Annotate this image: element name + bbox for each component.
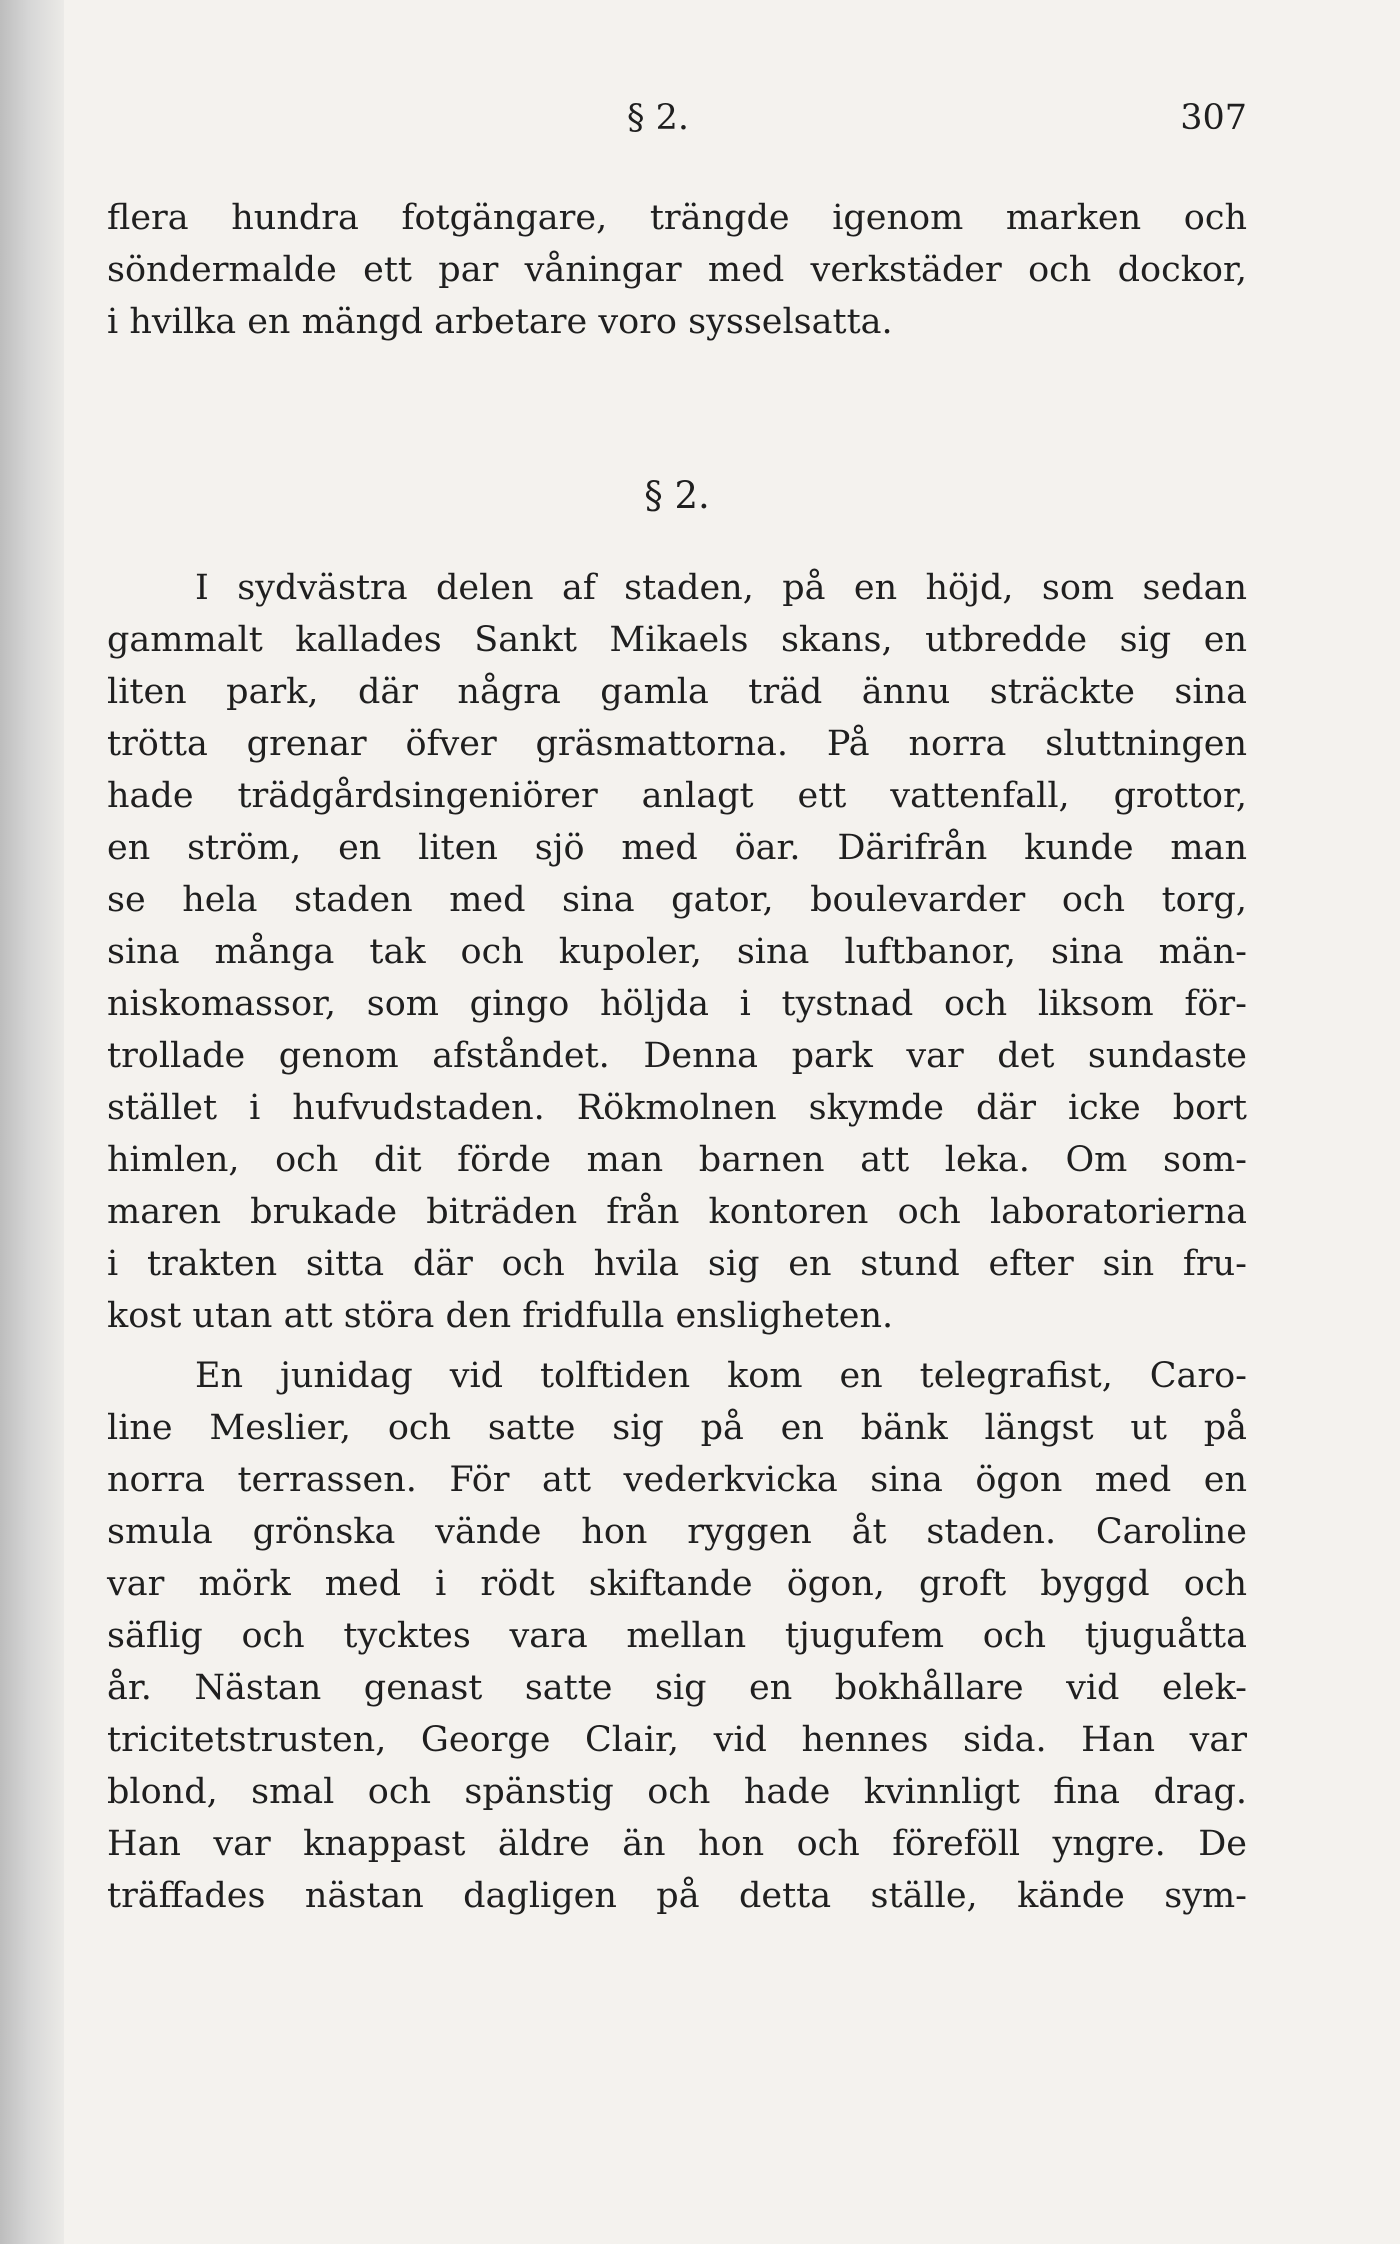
page-binding-shadow <box>0 0 64 2244</box>
text-line: trollade genom afståndet. Denna park var det sundaste <box>107 1036 1247 1076</box>
text-line: i hvilka en mängd arbetare voro sysselsatta. <box>107 302 893 342</box>
text-line: i trakten sitta där och hvila sig en stund efter sin fru- <box>107 1244 1247 1284</box>
text-line: trötta grenar öfver gräsmattorna. På norra sluttningen <box>107 724 1247 764</box>
text-line: stället i hufvudstaden. Rökmolnen skymde där icke bort <box>107 1088 1247 1128</box>
text-line: var mörk med i rödt skiftande ögon, groft byggd och <box>107 1564 1247 1604</box>
text-line: line Meslier, och satte sig på en bänk längst ut på <box>107 1408 1247 1448</box>
text-line: maren brukade biträden från kontoren och laboratorierna <box>107 1192 1247 1232</box>
text-line: tricitetstrusten, George Clair, vid hennes sida. Han var <box>107 1720 1247 1760</box>
text-line: säflig och tycktes vara mellan tjugufem och tjuguåtta <box>107 1616 1247 1656</box>
text-line: söndermalde ett par våningar med verkstäder och dockor, <box>107 250 1247 290</box>
text-line: smula grönska vände hon ryggen åt staden. Caroline <box>107 1512 1247 1552</box>
text-line: Han var knappast äldre än hon och föreföll yngre. De <box>107 1824 1247 1864</box>
header-section-mark: § 2. <box>627 98 690 138</box>
text-line: I sydvästra delen af staden, på en höjd, som sedan <box>195 568 1247 608</box>
text-line: liten park, där några gamla träd ännu sträckte sina <box>107 672 1247 712</box>
text-line: himlen, och dit förde man barnen att leka. Om som- <box>107 1140 1247 1180</box>
text-line: flera hundra fotgängare, trängde igenom marken och <box>107 198 1247 238</box>
text-line: norra terrassen. För att vederkvicka sina ögon med en <box>107 1460 1247 1500</box>
text-line: kost utan att störa den fridfulla ensligheten. <box>107 1296 894 1336</box>
text-line: se hela staden med sina gator, boulevarder och torg, <box>107 880 1247 920</box>
section-heading: § 2. <box>644 474 710 517</box>
text-line: år. Nästan genast satte sig en bokhållare vid elek- <box>107 1668 1247 1708</box>
text-line: niskomassor, som gingo höljda i tystnad och liksom för- <box>107 984 1247 1024</box>
text-line: En junidag vid tolftiden kom en telegrafist, Caro- <box>195 1356 1247 1396</box>
text-line: gammalt kallades Sankt Mikaels skans, utbredde sig en <box>107 620 1247 660</box>
text-line: hade trädgårdsingeniörer anlagt ett vattenfall, grottor, <box>107 776 1247 816</box>
text-line: en ström, en liten sjö med öar. Därifrån kunde man <box>107 828 1247 868</box>
text-line: blond, smal och spänstig och hade kvinnligt fina drag. <box>107 1772 1247 1812</box>
page-number: 307 <box>1180 98 1247 138</box>
running-header <box>107 98 1247 148</box>
text-line: träffades nästan dagligen på detta ställe, kände sym- <box>107 1876 1247 1916</box>
text-line: sina många tak och kupoler, sina luftbanor, sina män- <box>107 932 1247 972</box>
